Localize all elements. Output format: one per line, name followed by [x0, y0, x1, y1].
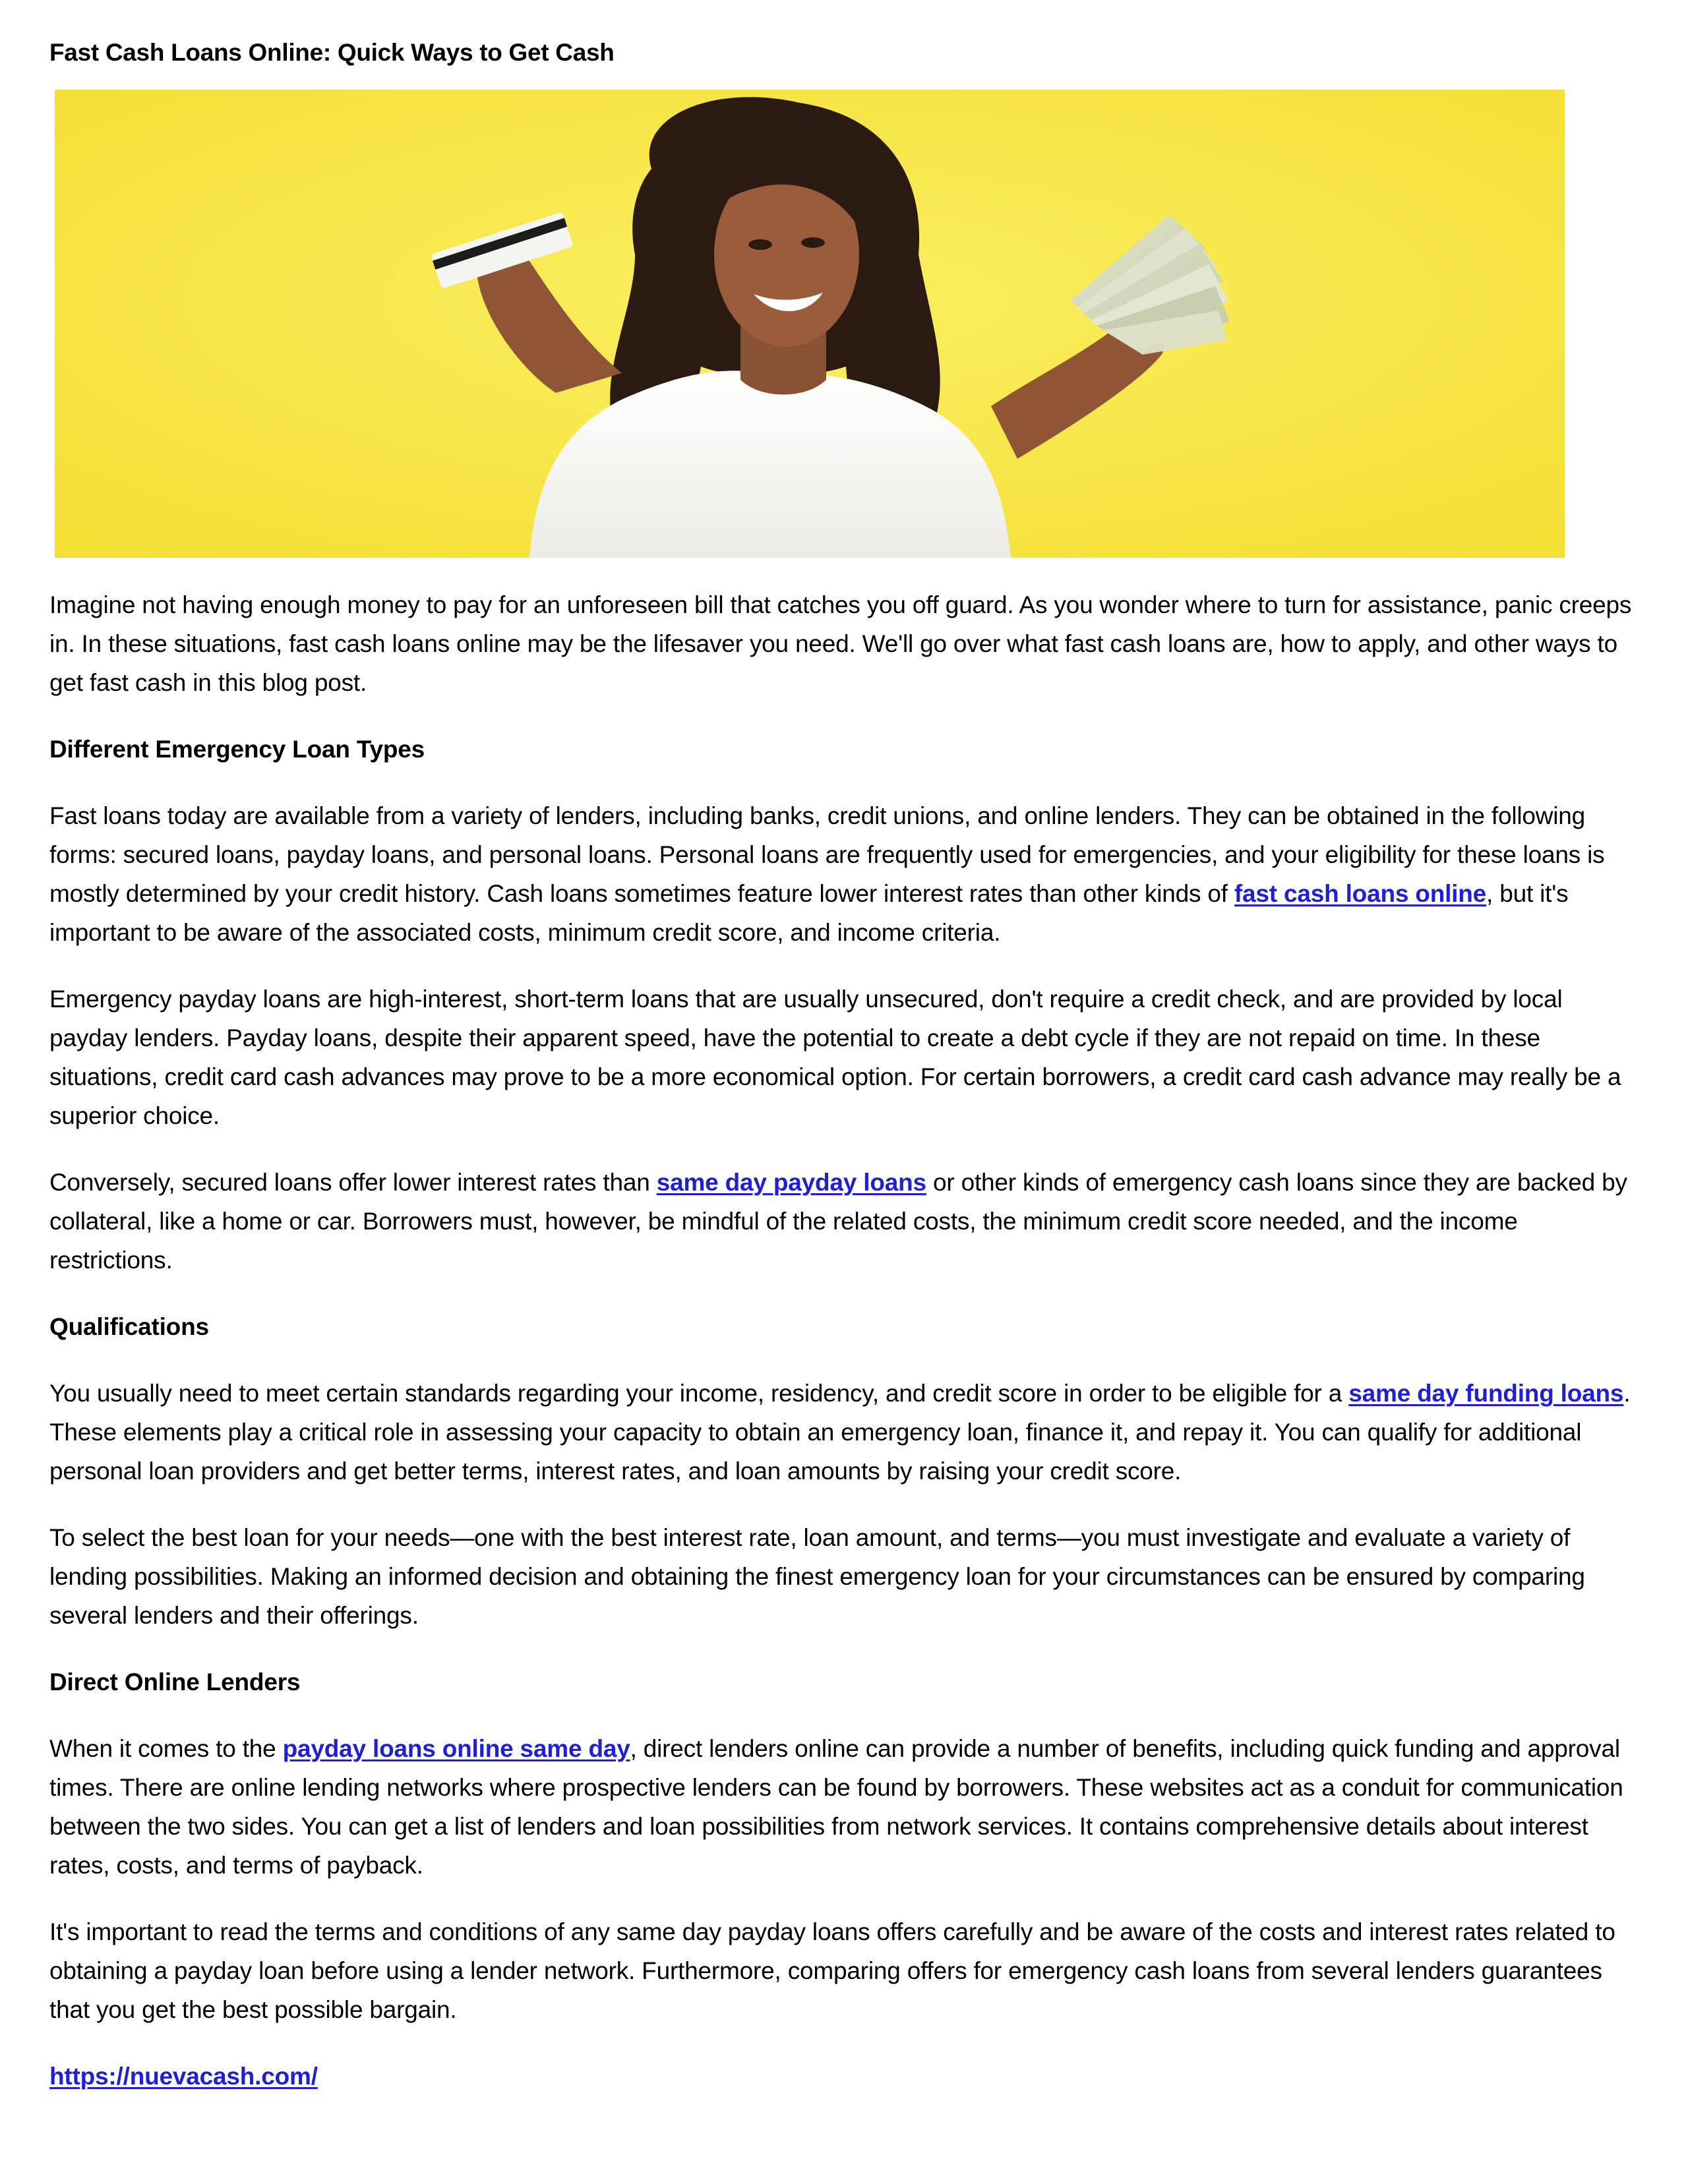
- paragraph-terms-and-conditions: It's important to read the terms and conditions of any same day payday loans offers carefully and be aware of the costs and interest rates related to obtaining a payday loan before using a lender network. Furthermore, comparing offers for emergency cash loans from several lenders guarantees that you get the best possible bargain.: [49, 1918, 1615, 2023]
- paragraph-select-best-loan: To select the best loan for your needs—one with the best interest rate, loan amount, and terms—you must investigate and evaluate a variety of lending possibilities. Making an informed decision and obtaining the finest emergency loan for your circumstances can be ensured by comparing several lenders and their offerings.: [49, 1524, 1585, 1629]
- paragraph-text: Fast loans today are available from a variety of lenders, including banks, credit unions, and online lenders. They can be obtained in the following forms: secured loans, payday loans, and personal loans. Personal loans are frequently used for emergencies, and your eligibility for these loans is mostly determined by your credit history. Cash loans sometimes feature lower interest rates than other kinds of: [49, 802, 1605, 907]
- document-page: [49, 33, 1639, 2123]
- footer-link-nuevacash[interactable]: https://nuevacash.com/: [49, 2063, 318, 2090]
- paragraph-qualifications: [49, 1374, 1639, 1490]
- link-same-day-funding-loans[interactable]: same day funding loans: [1348, 1380, 1624, 1407]
- paragraph-secured-loans: [49, 1163, 1639, 1280]
- link-payday-loans-online-same-day[interactable]: payday loans online same day: [282, 1735, 630, 1762]
- section-heading-emergency-loan-types: Different Emergency Loan Types: [49, 736, 425, 763]
- paragraph-emergency-payday-loans: Emergency payday loans are high-interest, short-term loans that are usually unsecured, don't require a credit check, and are provided by local payday lenders. Payday loans, despite their apparent speed, have the potential to create a debt cycle if they are not repaid on time. In these situations, credit card cash advances may prove to be a more economical option. For certain borrowers, a credit card cash advance may really be a superior choice.: [49, 986, 1621, 1129]
- hero-image: [55, 90, 1565, 558]
- document-title: Fast Cash Loans Online: Quick Ways to Get Cash: [49, 39, 615, 66]
- paragraph-text: or other kinds of emergency cash loans since they are backed by collateral, like a home or car. Borrowers must, however, be mindful of the related costs, the minimum credit score needed, and the income restrictions.: [49, 1169, 1627, 1274]
- paragraph-text: , but it's important to be aware of the associated costs, minimum credit score, and income criteria.: [49, 880, 1569, 946]
- paragraph-direct-lenders: [49, 1729, 1639, 1885]
- paragraph-text: When it comes to the: [49, 1735, 283, 1762]
- paragraph-text: , direct lenders online can provide a number of benefits, including quick funding and approval times. There are online lending networks where prospective lenders can be found by borrowers. These websites act as a conduit for communication between the two sides. You can get a list of lenders and loan possibilities from network services. It contains comprehensive details about interest rates, costs, and terms of payback.: [49, 1735, 1623, 1879]
- footer-paragraph: [49, 2057, 1639, 2096]
- section-heading-direct-online-lenders: Direct Online Lenders: [49, 1668, 301, 1696]
- section-heading-qualifications: Qualifications: [49, 1313, 209, 1340]
- paragraph-fast-loans: [49, 796, 1639, 952]
- paragraph-text: Conversely, secured loans offer lower interest rates than: [49, 1169, 657, 1196]
- link-fast-cash-loans-online[interactable]: fast cash loans online: [1234, 880, 1487, 907]
- paragraph-text: . These elements play a critical role in assessing your capacity to obtain an emergency loan, finance it, and repay it. You can qualify for additional personal loan providers and get better terms, interest rates, and loan amounts by raising your credit score.: [49, 1380, 1631, 1485]
- paragraph-text: You usually need to meet certain standards regarding your income, residency, and credit score in order to be eligible for a: [49, 1380, 1349, 1407]
- link-same-day-payday-loans[interactable]: same day payday loans: [656, 1169, 926, 1196]
- woman-holding-card-and-cash-photo-icon: [55, 90, 1565, 558]
- intro-paragraph: Imagine not having enough money to pay for an unforeseen bill that catches you off guard. As you wonder where to turn for assistance, panic creeps in. In these situations, fast cash loans online may be the lifesaver you need. We'll go over what fast cash loans are, how to apply, and other ways to get fast cash in this blog post.: [49, 591, 1632, 696]
